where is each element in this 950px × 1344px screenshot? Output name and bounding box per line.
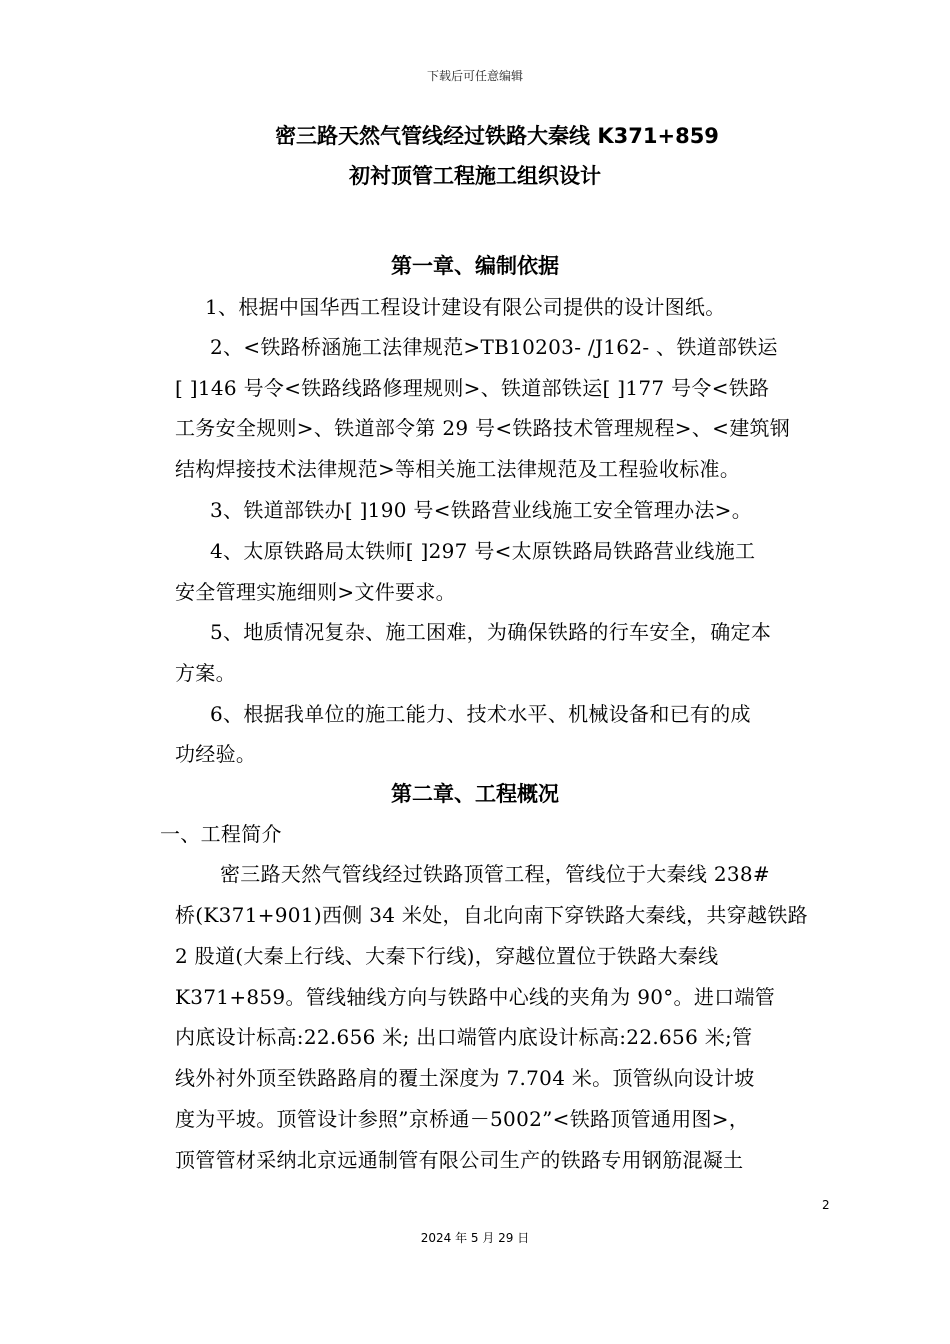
chapter1-line: 2、<铁路桥涵施工法律规范>TB10203- /J162- 、铁道部铁运 — [210, 335, 778, 359]
chapter2-line: 桥(K371+901)西侧 34 米处，自北向南下穿铁路大秦线，共穿越铁路 — [175, 903, 808, 927]
chapter2-line: 密三路天然气管线经过铁路顶管工程，管线位于大秦线 238# — [220, 862, 770, 886]
chapter2-heading: 第二章、工程概况 — [391, 782, 559, 806]
chapter2-line: 顶管管材采纳北京远通制管有限公司生产的铁路专用钢筋混凝土 — [175, 1148, 744, 1172]
chapter1-line: 6、根据我单位的施工能力、技术水平、机械设备和已有的成 — [210, 702, 751, 726]
chapter1-line: 4、太原铁路局太铁师[ ]297 号<太原铁路局铁路营业线施工 — [210, 539, 756, 563]
chapter1-line: 5、地质情况复杂、施工困难，为确保铁路的行车安全，确定本 — [210, 620, 772, 644]
chapter1-line: 结构焊接技术法律规范>等相关施工法律规范及工程验收标准。 — [175, 457, 741, 481]
chapter1-line: 功经验。 — [175, 742, 257, 766]
chapter2-line: 2 股道(大秦上行线、大秦下行线)，穿越位置位于铁路大秦线 — [175, 944, 719, 968]
document-title-line2: 初衬顶管工程施工组织设计 — [349, 164, 601, 188]
chapter2-line: 度为平坡。顶管设计参照”京桥通－5002”<铁路顶管通用图>， — [175, 1107, 750, 1131]
footer-date: 2024 年 5 月 29 日 — [420, 1231, 530, 1245]
chapter2-line: 内底设计标高:22.656 米; 出口端管内底设计标高:22.656 米;管 — [175, 1025, 753, 1049]
chapter1-line: 3、铁道部铁办[ ]190 号<铁路营业线施工安全管理办法>。 — [210, 498, 753, 522]
chapter1-line: 方案。 — [175, 661, 236, 685]
chapter2-line: 线外衬外顶至铁路路肩的覆土深度为 7.704 米。顶管纵向设计坡 — [175, 1066, 755, 1090]
chapter2-line: K371+859。管线轴线方向与铁路中心线的夹角为 90°。进口端管 — [175, 985, 776, 1009]
chapter1-line: 安全管理实施细则>文件要求。 — [175, 580, 456, 604]
document-title-line1: 密三路天然气管线经过铁路大秦线 K371+859 — [275, 124, 719, 148]
chapter1-heading: 第一章、编制依据 — [391, 254, 559, 278]
page-number: 2 — [822, 1198, 830, 1212]
chapter1-line: 1、根据中国华西工程设计建设有限公司提供的设计图纸。 — [205, 295, 726, 319]
chapter1-line: 工务安全规则>、铁道部令第 29 号<铁路技术管理规程>、<建筑钢 — [175, 416, 791, 440]
section-heading: 一、工程简介 — [160, 822, 282, 846]
chapter1-line: [ ]146 号令<铁路线路修理规则>、铁道部铁运[ ]177 号令<铁路 — [175, 376, 770, 400]
header-note: 下载后可任意编辑 — [426, 69, 523, 83]
